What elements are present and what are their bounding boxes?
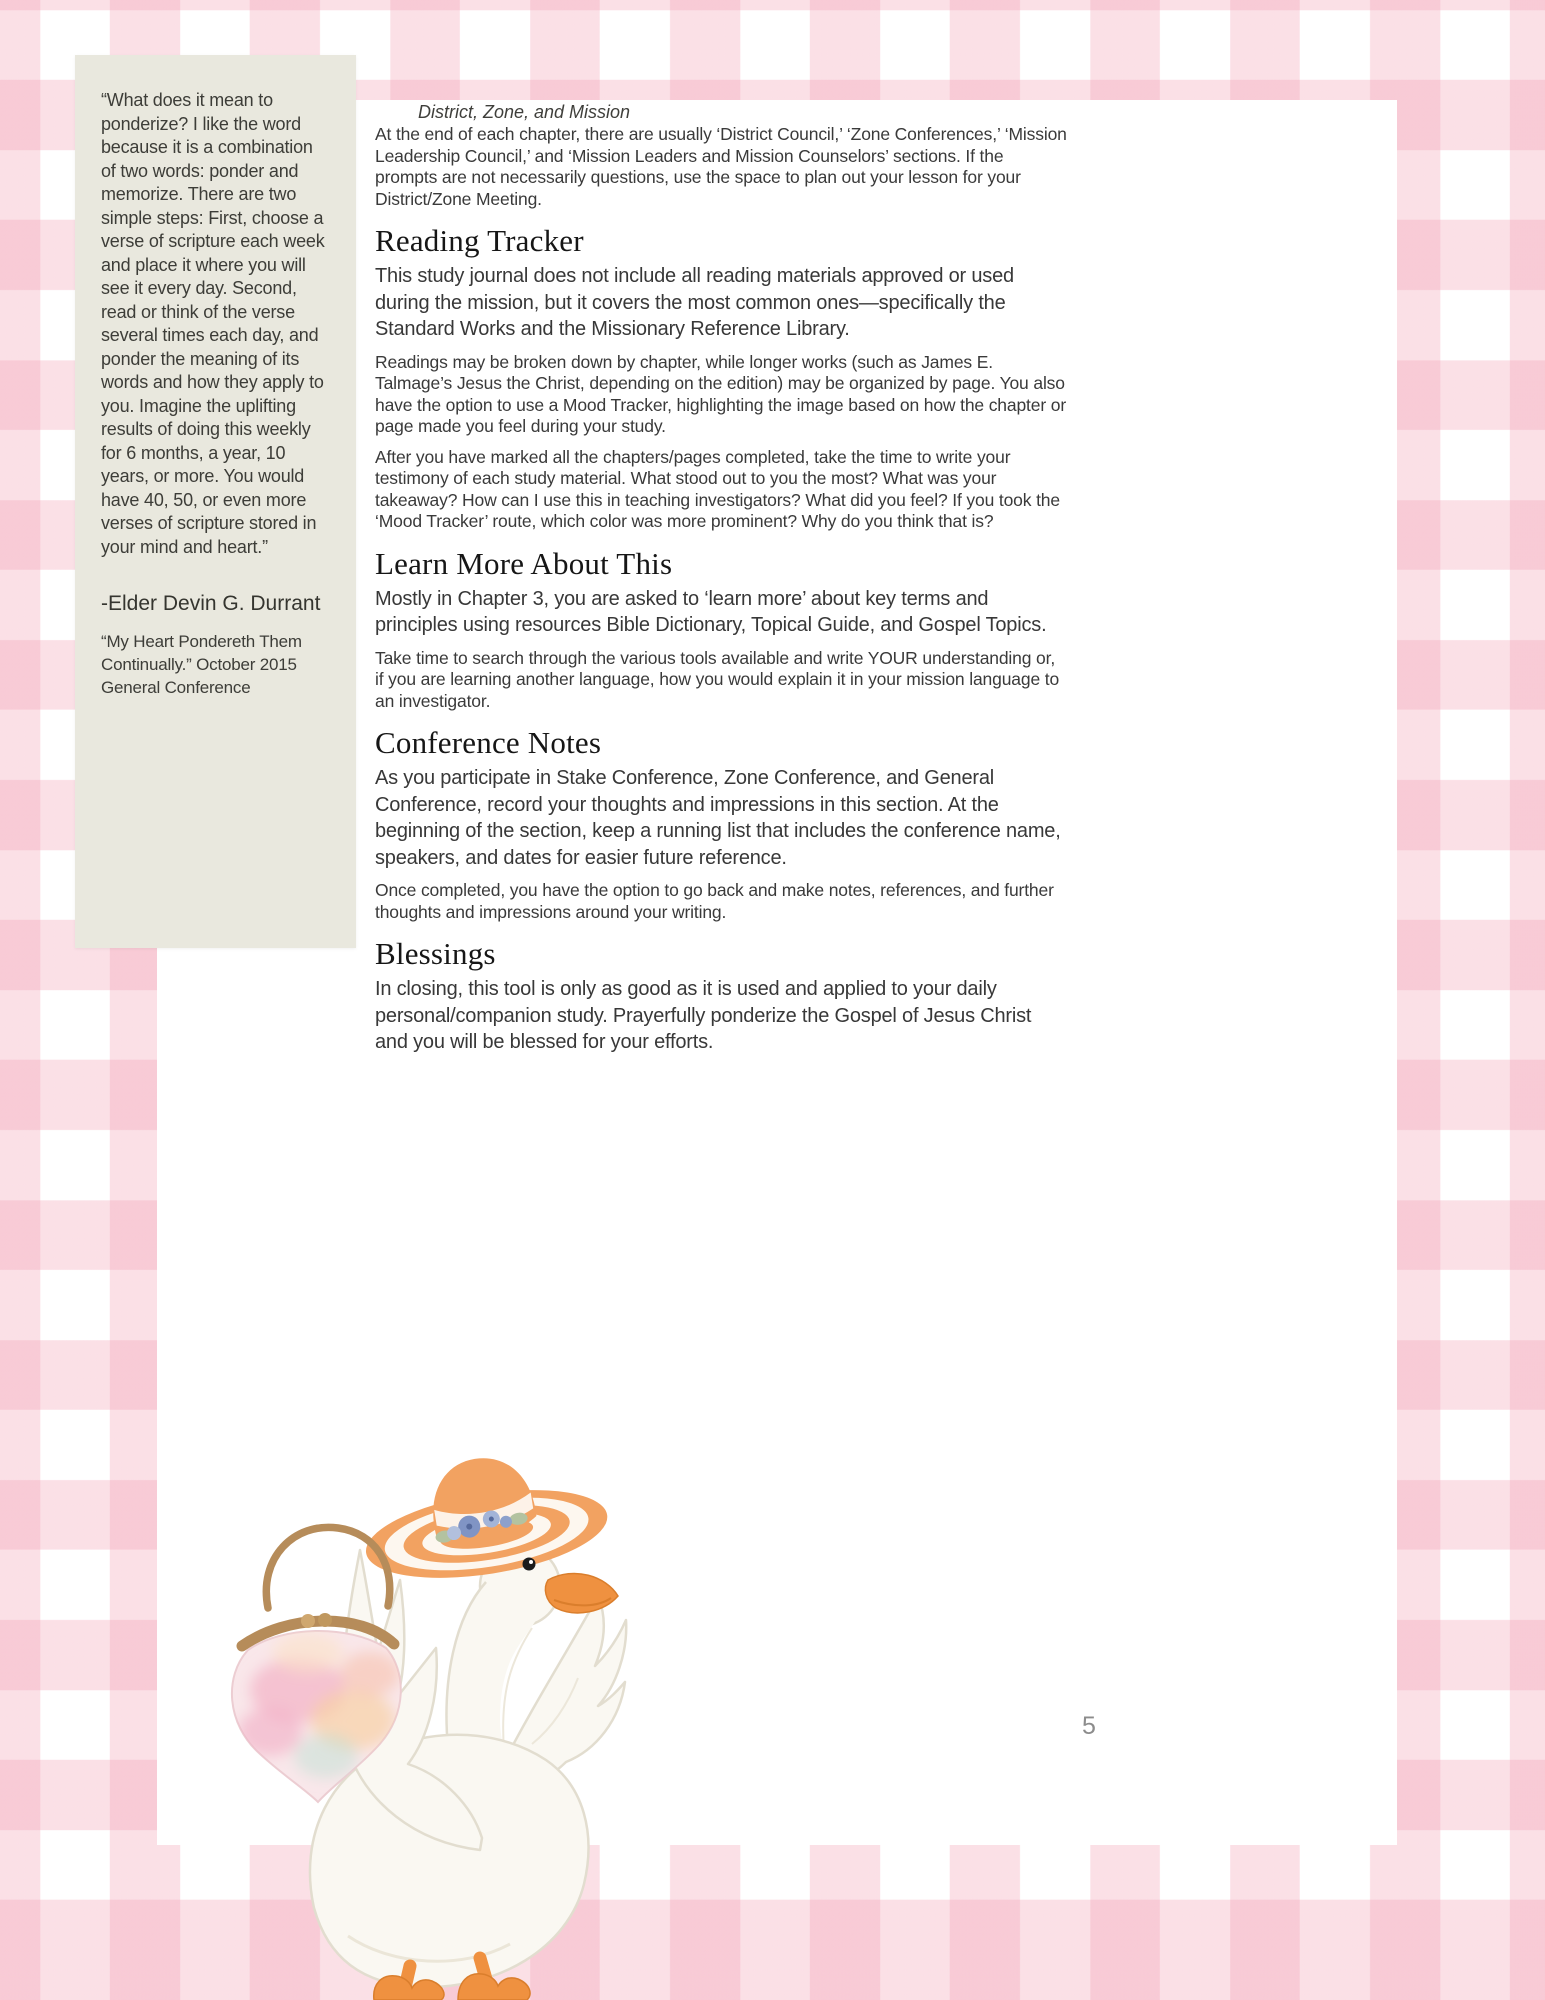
quote-text: “What does it mean to ponderize? I like the word because it is a combination of two words: ponder and memorize. There are two simple steps: First, choose a verse of scripture each week and place it where you will see it every day. Second, read or think of the verse several times each day, and ponder the meaning of its words and how they apply to you. Imagine the uplifting results of doing this weekly for 6 months, a year, 10 years, or more. You would have 40, 50, or even more verses of scripture stored in your mind and heart.” — [101, 90, 325, 557]
section-heading: Blessings — [375, 936, 496, 971]
section-lead: In closing, this tool is only as good as it is used and applied to your daily personal/companion study. Prayerfully ponderize the Gospel of Jesus Christ and you will be blessed for your efforts. — [375, 978, 1032, 1053]
intro-label: District, Zone, and Mission — [418, 102, 631, 122]
section-heading: Conference Notes — [375, 725, 602, 760]
quote-sidebar — [75, 55, 356, 948]
section-blessings — [375, 935, 1067, 1056]
section-learn-more — [375, 545, 1067, 713]
quote-attribution: -Elder Devin G. Durrant — [101, 592, 321, 615]
goose-beak — [545, 1573, 618, 1612]
intro-paragraph: At the end of each chapter, there are usually ‘District Council,’ ‘Zone Conferences,’ ‘Mission Leadership Council,’ and ‘Mission Leaders and Mission Counselors’ sections. If the prompts are not necessarily questions, use the space to plan out your lesson for your District/Zone Meeting. — [375, 124, 1067, 209]
goose-eye — [523, 1558, 536, 1571]
section-conference-notes — [375, 724, 1067, 923]
page-number: 5 — [1082, 1712, 1096, 1740]
goose-illustration — [148, 1438, 630, 2000]
section-paragraph: Readings may be broken down by chapter, while longer works (such as James E. Talmage’s Jesus the Christ, depending on the edition) may be organized by page. You also have the option to use a Mood Tracker, highlighting the image based on how the chapter or page made you feel during your study. — [375, 351, 1066, 436]
sun-hat-icon — [354, 1440, 613, 1593]
section-lead: Mostly in Chapter 3, you are asked to ‘learn more’ about key terms and principles using resources Bible Dictionary, Topical Guide, and Gospel Topics. — [375, 587, 1047, 636]
section-lead: As you participate in Stake Conference, Zone Conference, and General Conference, record your thoughts and impressions in this section. At the beginning of the section, keep a running list that includes the conference name, speakers, and dates for easier future reference. — [375, 767, 1061, 869]
section-heading: Reading Tracker — [375, 223, 584, 258]
section-paragraph: After you have marked all the chapters/pages completed, take the time to write your testimony of each study material. What stood out to you the most? What was your takeaway? How can I use this in teaching investigators? What did you feel? If you took the ‘Mood Tracker’ route, which color was more prominent? Why do you think that is? — [375, 446, 1060, 531]
section-heading: Learn More About This — [375, 545, 673, 581]
section-paragraph: Once completed, you have the option to go back and make notes, references, and further thoughts and impressions around your writing. — [375, 880, 1054, 922]
section-paragraph: Take time to search through the various tools available and write YOUR understanding or, if you are learning another language, how you would explain it in your mission language to an investigator. — [375, 647, 1060, 711]
section-reading-tracker — [375, 222, 1067, 533]
main-content — [375, 101, 1067, 1065]
quote-source: “My Heart Pondereth Them Continually.” October 2015 General Conference — [101, 632, 302, 697]
goose-body — [310, 1735, 589, 1987]
section-lead: This study journal does not include all reading materials approved or used during the mission, but it covers the most common ones—specifically the Standard Works and the Missionary Reference Library. — [375, 265, 1014, 340]
